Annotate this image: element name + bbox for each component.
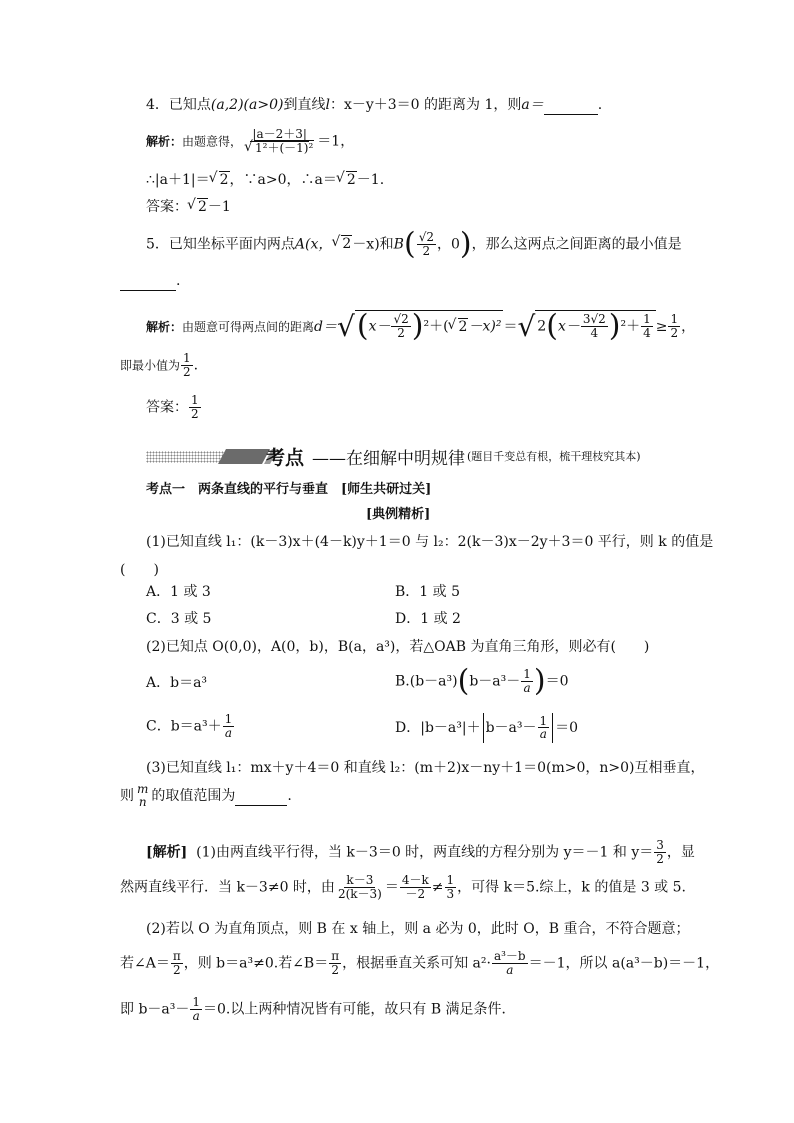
analysis-label: 解析： (146, 319, 183, 334)
q5-sqrt2: 2 (342, 236, 352, 253)
q4-frac-num: |a－2＋3| (252, 127, 307, 141)
q5-coef-2: 2 (537, 318, 547, 335)
right-paren: ) (608, 308, 621, 344)
sol-s5-num: 1 (192, 995, 201, 1009)
q5-term3-frac (581, 313, 608, 340)
analysis-label: 解析： (146, 134, 183, 149)
q5-term3: x－ (557, 318, 580, 335)
q5-geq: ≥ (655, 318, 668, 335)
sol-s1-den: 2 (656, 851, 664, 866)
right-paren: ) (459, 226, 472, 262)
problem1-option-b: B．1 或 5 (395, 584, 461, 600)
problem1-paren: ( ) (120, 562, 159, 578)
sol-s2-frac2 (400, 874, 431, 901)
p2-b-post: ＝0 (545, 673, 569, 690)
q5-b-fraction (417, 231, 436, 258)
q4-stem-text3: ：x－y＋3＝0 的距离为 1，则 (329, 97, 522, 113)
section-subheading: [典例精析] (366, 507, 431, 522)
q5-b-tail: ，0 (436, 236, 460, 253)
sol-s5-den: a (192, 1008, 200, 1023)
q5-half-den: 2 (670, 326, 679, 340)
q5-term1-den: 2 (397, 326, 405, 340)
radical-sign: √ (337, 310, 355, 343)
q4-a-eq: a＝ (521, 97, 544, 113)
sol-s4-f-num: a³－b (493, 949, 526, 963)
q4-point: (a,2)(a>0) (210, 97, 284, 113)
p2-d-num: 1 (539, 713, 548, 728)
q5-min-text: 即最小值为 (120, 358, 181, 373)
q5-stem (146, 226, 682, 262)
abs-bar (552, 713, 553, 743)
q4-stem-text2: 到直线 (283, 97, 326, 113)
q4-step2-b: ，∵a>0，∴a＝ (229, 172, 337, 188)
q4-period: . (597, 97, 603, 113)
sol-s2-f2-num: 4－k (401, 873, 429, 887)
right-paren: ) (411, 308, 424, 344)
problem1-stem: (1)已知直线 l₁：(k－3)x＋(4－k)y＋1＝0 与 l₂：2(k－3)x－2y＋3＝0 平行，则 k 的值是 (146, 534, 714, 550)
sol-s4-pi-frac-a (171, 950, 183, 977)
p3-period: . (287, 787, 292, 804)
q5-answer-den: 2 (191, 406, 199, 421)
q4-step2-a: ∴|a＋1|＝ (146, 172, 210, 188)
section-heading: 考点一 两条直线的平行与垂直 [师生共研过关] (146, 482, 432, 497)
p2-b-pre: B.(b－a³) (395, 673, 458, 690)
q5-term3-den: 4 (590, 326, 599, 340)
q5-point-b: B (393, 236, 404, 253)
q4-eq-one: ＝1， (317, 133, 355, 150)
q5-term2-tail: －x)² (468, 318, 502, 335)
q4-answer-blank (544, 97, 598, 115)
q5-stem-text: 5．已知坐标平面内两点 (146, 236, 295, 253)
q4-answer-sqrt: 2 (198, 199, 207, 215)
q4-distance-fraction (243, 128, 316, 155)
p2-d-frac (538, 715, 550, 742)
p2-b-num: 1 (523, 667, 531, 681)
q4-stem (146, 97, 602, 115)
sol-s4-b: ，则 b＝a³≠0.若∠B＝ (183, 955, 329, 972)
banner-note: (题目千变总有根，梳干理枝究其本) (467, 450, 641, 463)
p2-b-den: a (523, 680, 531, 695)
sol-s1-num: 3 (656, 838, 664, 852)
q5-period: . (176, 273, 181, 289)
sol-s5-b: ＝0.以上两种情况皆有可能，故只有 B 满足条件． (203, 1001, 516, 1018)
right-paren: ) (533, 663, 546, 699)
q4-step2 (146, 172, 384, 189)
problem3-line2 (120, 783, 292, 809)
q5-min-num: 1 (183, 351, 191, 365)
left-paren: ( (356, 308, 369, 344)
solution-line4 (120, 950, 719, 977)
sol-s4-frac (492, 950, 528, 977)
banner-dots (146, 451, 224, 463)
q4-analysis-lead: 由题意得， (182, 134, 243, 149)
q5-answer-frac (189, 394, 201, 421)
p3-line2-a: 则 (120, 787, 134, 804)
sol-s2-f1-den: 2(k－3) (337, 886, 382, 901)
answer-label: 答案： (146, 199, 188, 215)
problem2-option-c (146, 713, 235, 740)
q5-answer (146, 394, 202, 421)
left-paren: ( (457, 663, 470, 699)
q5-analysis (146, 310, 695, 344)
left-paren: ( (546, 308, 558, 344)
q5-radicand-1 (355, 308, 504, 344)
q5-term3-tail: ²＋ (620, 318, 641, 335)
banner-subtitle: ——在细解中明规律 (312, 449, 465, 469)
q4-sqrt2: 2 (219, 172, 229, 188)
problem2-option-d (395, 713, 578, 743)
p3-answer-blank (235, 788, 287, 806)
sol-s2-f3-den: 3 (446, 886, 455, 901)
p2-c-den: a (224, 725, 233, 740)
q5-term1-frac (391, 313, 410, 340)
q5-point-a-tail: －x)和 (352, 236, 394, 253)
sol-s4-pi-b: π (331, 949, 340, 963)
section-banner (146, 447, 706, 469)
problem2-option-b (395, 663, 569, 699)
q4-stem-text: 4．已知点 (146, 97, 211, 113)
problem1-option-a: A．1 或 3 (146, 584, 211, 600)
q5-min (120, 352, 198, 379)
p3-m-over-n (135, 783, 150, 809)
radical-sign: √ (517, 310, 536, 343)
p2-d-pre: D．|b－a³|＋ (395, 720, 481, 736)
p3-line2-b: 的取值范围为 (151, 787, 236, 804)
q5-term2-sqrt: 2 (458, 318, 468, 335)
q5-d-eq: d＝ (314, 318, 337, 335)
q5-term2: ²＋( (423, 318, 449, 335)
q5-half (668, 313, 680, 340)
sol-s2-frac3 (445, 874, 457, 901)
q5-quarter-den: 4 (643, 326, 651, 340)
sol-s4-two-b: 2 (331, 962, 339, 977)
sol-s4-a: 若∠A＝ (120, 955, 170, 972)
answer-label: 答案： (146, 399, 188, 416)
p2-c-frac (223, 713, 235, 740)
q5-quarter (641, 313, 653, 340)
abs-bar (483, 713, 484, 743)
problem2-option-a: A．b＝a³ (146, 675, 208, 691)
p2-d-post: ＝0 (555, 720, 579, 736)
q4-answer (146, 199, 231, 216)
sol-s2-eq: ＝ (384, 879, 399, 896)
sol-s1-frac (654, 839, 666, 866)
q5-min-den: 2 (183, 364, 191, 379)
sol-s2-ne: ≠ (431, 879, 444, 896)
q5-stem-text2: ，那么这两点之间距离的最小值是 (471, 236, 682, 253)
q5-answer-blank (120, 273, 176, 291)
p2-d-in: b－a³－ (485, 720, 537, 736)
sol-s5-frac (190, 996, 202, 1023)
sol-s2-f2-den: －2 (405, 886, 426, 901)
q5-answer-num: 1 (191, 393, 199, 407)
p3-n: n (138, 794, 147, 809)
sol-s4-two: 2 (172, 962, 181, 977)
sol-s1-b: ，显 (666, 844, 695, 861)
sol-s2-b: ，可得 k＝5.综上，k 的值是 3 或 5. (457, 879, 686, 896)
banner-title: 考点 (266, 447, 305, 469)
sol-s4-pi: π (172, 949, 181, 963)
q5-half-num: 1 (670, 312, 679, 327)
sol-s5-a: 即 b－a³－ (120, 1001, 190, 1018)
p2-d-den: a (539, 727, 547, 742)
q5-point-a: A(x， (294, 236, 333, 253)
sol-s4-d: ＝－1，所以 a(a³－b)＝－1， (528, 955, 720, 972)
q5-min-frac (181, 352, 193, 379)
solution-line5 (120, 996, 516, 1023)
sol-s4-c: ，根据垂直关系可知 a²· (342, 955, 491, 972)
solution-line2 (120, 874, 686, 901)
q4-line-l: l (325, 97, 330, 113)
q5-equals: ＝ (503, 318, 518, 335)
q5-comma: ， (681, 318, 696, 335)
p2-b-in: b－a³－ (469, 673, 521, 690)
q5-term3-num: 3√2 (582, 312, 606, 327)
p2-c-num: 1 (224, 712, 233, 726)
sol-s4-pi-frac-b (329, 950, 341, 977)
q5-b-den: 2 (422, 243, 431, 258)
q5-analysis-lead: 由题意可得两点间的距离 (182, 319, 315, 334)
solution-label: [解析] (146, 844, 188, 861)
q4-step2-c: －1. (356, 172, 385, 188)
problem1-option-c: C．3 或 5 (146, 611, 212, 627)
sol-s2-f1-num: k－3 (346, 873, 374, 887)
sol-s2-a: 然两直线平行．当 k－3≠0 时，由 (120, 879, 335, 896)
solution-line1 (146, 839, 695, 866)
q5-term1-num: √2 (393, 312, 409, 327)
p2-b-frac (521, 668, 533, 695)
q5-quarter-num: 1 (643, 312, 651, 327)
q4-frac-den: 1²＋(－1)² (255, 140, 314, 155)
sol-s1-a: (1)由两直线平行得，当 k－3＝0 时，两直线的方程分别为 y＝－1 和 y＝ (196, 844, 654, 861)
q5-min-period: . (193, 357, 199, 374)
problem3-stem: (3)已知直线 l₁：mx＋y＋4＝0 和直线 l₂：(m＋2)x－ny＋1＝0(m>0，n>0)互相垂直， (146, 760, 705, 776)
q5-blank-line (120, 273, 180, 291)
sol-s2-f3-num: 1 (446, 873, 455, 887)
q5-b-num: √2 (418, 230, 434, 244)
p3-m: m (137, 782, 149, 796)
q5-term1: x－ (368, 318, 391, 335)
q4-sqrt2-b: 2 (346, 172, 356, 188)
q5-radicand-2 (535, 308, 655, 344)
sol-s2-frac1 (336, 874, 384, 901)
q4-answer-tail: －1 (207, 199, 231, 215)
banner-slant-bar (218, 449, 270, 464)
left-paren: ( (403, 226, 416, 262)
p2-c-pre: C．b＝a³＋ (146, 718, 222, 735)
q4-analysis (146, 128, 354, 155)
problem2-stem: (2)已知点 O(0,0)，A(0，b)，B(a，a³)，若△OAB 为直角三角形，则必有( ) (146, 639, 650, 655)
problem1-option-d: D．1 或 2 (395, 611, 461, 627)
solution-line3: (2)若以 O 为直角顶点，则 B 在 x 轴上，则 a 必为 0，此时 O，B 重合，不符合题意； (146, 921, 690, 937)
sol-s4-f-den: a (506, 962, 514, 977)
